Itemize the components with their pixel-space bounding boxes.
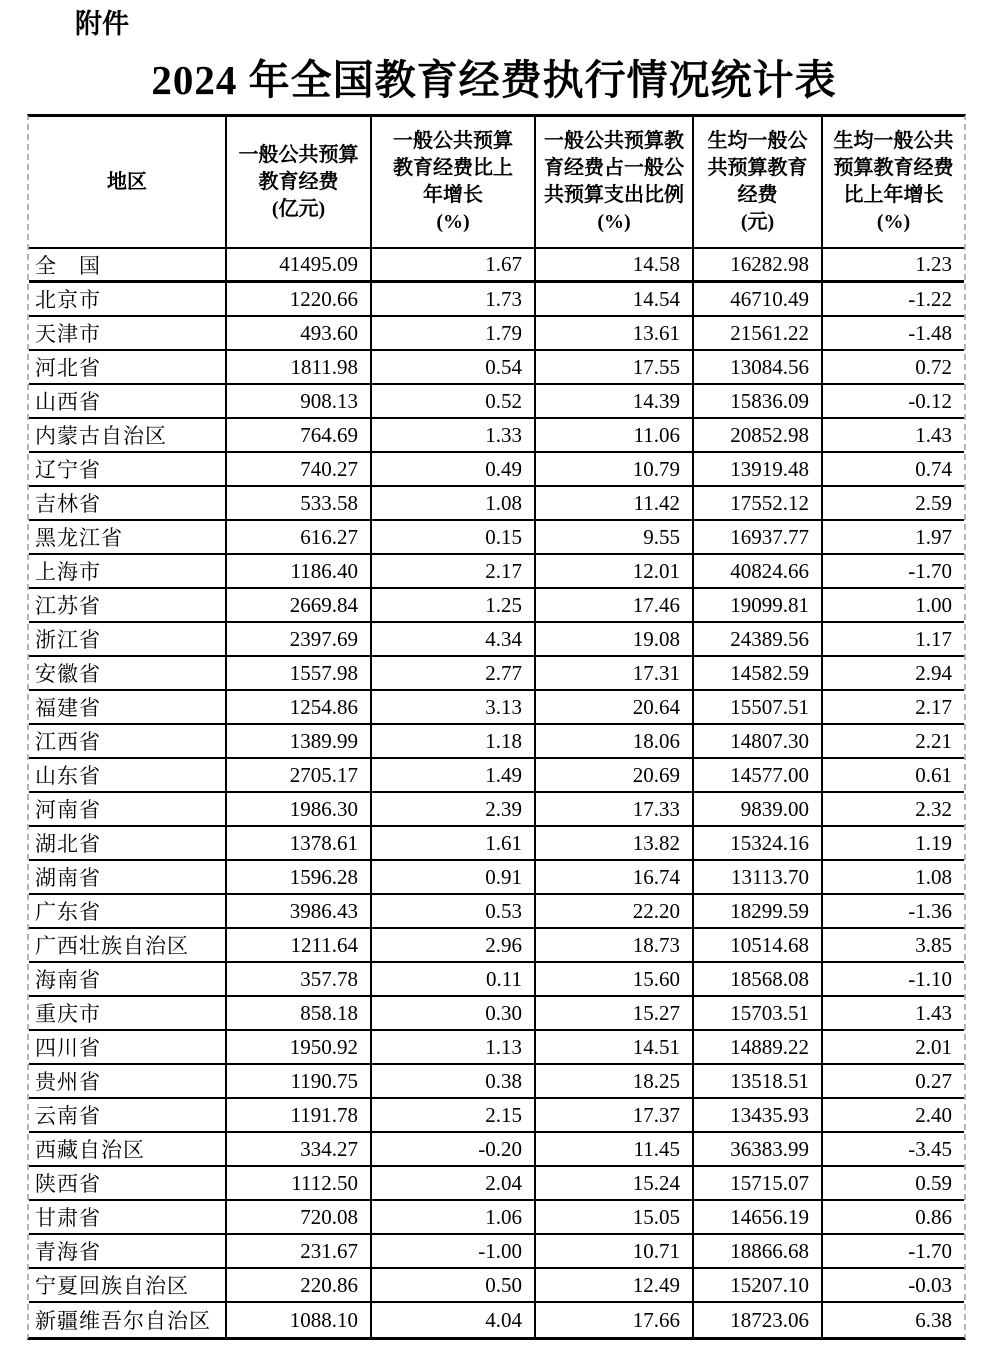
value-cell: 17552.12: [694, 487, 823, 521]
value-cell: 10.71: [536, 1235, 694, 1269]
value-cell: 9839.00: [694, 793, 823, 827]
value-cell: 17.33: [536, 793, 694, 827]
value-cell: 2.04: [372, 1167, 536, 1201]
value-cell: 14889.22: [694, 1031, 823, 1065]
value-cell: 13113.70: [694, 861, 823, 895]
value-cell: 1596.28: [227, 861, 372, 895]
value-cell: 1112.50: [227, 1167, 372, 1201]
table-row: [29, 419, 964, 453]
value-cell: 15.05: [536, 1201, 694, 1235]
table-row: [29, 827, 964, 861]
value-cell: 0.38: [372, 1065, 536, 1099]
value-cell: 2669.84: [227, 589, 372, 623]
value-cell: 0.59: [823, 1167, 964, 1201]
value-cell: 1.79: [372, 317, 536, 351]
column-header-line: (%): [876, 211, 911, 233]
region-cell: 重庆市: [29, 997, 227, 1031]
region-cell: 甘肃省: [29, 1201, 227, 1235]
value-cell: 1211.64: [227, 929, 372, 963]
value-cell: 1.43: [823, 419, 964, 453]
region-cell: 广东省: [29, 895, 227, 929]
table-row: [29, 759, 964, 793]
value-cell: -3.45: [823, 1133, 964, 1167]
attachment-label: 附件: [75, 9, 129, 40]
value-cell: 1.08: [823, 861, 964, 895]
region-cell: 海南省: [29, 963, 227, 997]
value-cell: 1.43: [823, 997, 964, 1031]
table-row: [29, 317, 964, 351]
region-cell: 山东省: [29, 759, 227, 793]
region-cell: 山西省: [29, 385, 227, 419]
region-cell: 吉林省: [29, 487, 227, 521]
value-cell: 2705.17: [227, 759, 372, 793]
value-cell: 0.30: [372, 997, 536, 1031]
value-cell: 17.46: [536, 589, 694, 623]
value-cell: 19.08: [536, 623, 694, 657]
value-cell: 1.18: [372, 725, 536, 759]
value-cell: 16937.77: [694, 521, 823, 555]
value-cell: 4.04: [372, 1303, 536, 1337]
value-cell: 1.67: [372, 249, 536, 283]
value-cell: 12.49: [536, 1269, 694, 1303]
value-cell: 1.19: [823, 827, 964, 861]
value-cell: 0.61: [823, 759, 964, 793]
value-cell: 1191.78: [227, 1099, 372, 1133]
column-header-region: [29, 117, 227, 249]
region-cell: 浙江省: [29, 623, 227, 657]
value-cell: -0.12: [823, 385, 964, 419]
value-cell: 334.27: [227, 1133, 372, 1167]
table-row: [29, 249, 964, 283]
value-cell: 11.42: [536, 487, 694, 521]
table-row: [29, 385, 964, 419]
value-cell: 2.17: [372, 555, 536, 589]
column-header-line: 生均一般公: [707, 130, 808, 152]
value-cell: 12.01: [536, 555, 694, 589]
value-cell: 3986.43: [227, 895, 372, 929]
table-row: [29, 861, 964, 895]
table-row: [29, 929, 964, 963]
region-cell: 河南省: [29, 793, 227, 827]
table-row: [29, 1065, 964, 1099]
column-header-line: 生均一般公共: [833, 130, 954, 152]
value-cell: 0.27: [823, 1065, 964, 1099]
value-cell: 858.18: [227, 997, 372, 1031]
table-row: [29, 453, 964, 487]
value-cell: 13919.48: [694, 453, 823, 487]
column-header-line: 经费: [737, 184, 778, 206]
region-cell: 河北省: [29, 351, 227, 385]
value-cell: 18.06: [536, 725, 694, 759]
value-cell: 11.45: [536, 1133, 694, 1167]
value-cell: -1.10: [823, 963, 964, 997]
table-row: [29, 1133, 964, 1167]
region-cell: 四川省: [29, 1031, 227, 1065]
column-header-line: (%): [597, 211, 631, 233]
value-cell: 1.13: [372, 1031, 536, 1065]
table-row: [29, 1201, 964, 1235]
region-cell: 湖南省: [29, 861, 227, 895]
value-cell: 18299.59: [694, 895, 823, 929]
value-cell: 1220.66: [227, 283, 372, 317]
value-cell: 13.82: [536, 827, 694, 861]
value-cell: 14.39: [536, 385, 694, 419]
value-cell: 1.00: [823, 589, 964, 623]
value-cell: 6.38: [915, 1307, 952, 1332]
table-row: [29, 1167, 964, 1201]
value-cell: 2.32: [823, 793, 964, 827]
value-cell: 1254.86: [227, 691, 372, 725]
value-cell: 14.51: [536, 1031, 694, 1065]
value-cell: 1.61: [372, 827, 536, 861]
value-cell: 0.53: [372, 895, 536, 929]
region-cell: 青海省: [29, 1235, 227, 1269]
value-cell: 40824.66: [694, 555, 823, 589]
value-cell: 4.34: [372, 623, 536, 657]
table-row: [29, 283, 964, 317]
value-cell: 908.13: [227, 385, 372, 419]
table-row: [29, 963, 964, 997]
value-cell: 1.25: [372, 589, 536, 623]
value-cell: 0.86: [823, 1201, 964, 1235]
value-cell: 1186.40: [227, 555, 372, 589]
region-cell: 北京市: [29, 283, 227, 317]
column-header-line: 共预算教育: [707, 157, 808, 179]
value-cell: -1.70: [823, 1235, 964, 1269]
region-cell: 湖北省: [29, 827, 227, 861]
value-cell: 15207.10: [694, 1269, 823, 1303]
column-header-line: (亿元): [271, 197, 326, 220]
value-cell: 24389.56: [694, 623, 823, 657]
table-row: [29, 1031, 964, 1065]
value-cell: 1.97: [823, 521, 964, 555]
value-cell: 13518.51: [694, 1065, 823, 1099]
column-header-line: 一般公共预算: [238, 143, 359, 166]
value-cell: -1.00: [372, 1235, 536, 1269]
region-cell: 黑龙江省: [29, 521, 227, 555]
value-cell: -1.36: [823, 895, 964, 929]
value-cell: -1.70: [823, 555, 964, 589]
value-cell: 15703.51: [694, 997, 823, 1031]
region-cell: 西藏自治区: [29, 1133, 227, 1167]
value-cell: 14656.19: [694, 1201, 823, 1235]
column-header-line: 年增长: [423, 184, 483, 206]
table-body: [29, 249, 964, 1337]
table-row: [29, 895, 964, 929]
value-cell: 0.11: [372, 963, 536, 997]
value-cell: 16282.98: [694, 249, 823, 283]
table-row: [29, 793, 964, 827]
value-cell: 1088.10: [227, 1303, 372, 1337]
value-cell: 20.64: [536, 691, 694, 725]
value-cell: 19099.81: [694, 589, 823, 623]
column-header-line: 一般公共预算教: [544, 130, 684, 152]
value-cell: 9.55: [536, 521, 694, 555]
value-cell: -1.48: [823, 317, 964, 351]
value-cell: 0.91: [372, 861, 536, 895]
column-header-line: 地区: [107, 170, 147, 193]
table-row: [29, 1099, 964, 1133]
table-row: [29, 351, 964, 385]
value-cell: 20.69: [536, 759, 694, 793]
region-cell: 宁夏回族自治区: [29, 1269, 227, 1303]
value-cell: 17.55: [536, 351, 694, 385]
value-cell: 14582.59: [694, 657, 823, 691]
value-cell: 18.73: [536, 929, 694, 963]
value-cell: 2397.69: [227, 623, 372, 657]
value-cell: 533.58: [227, 487, 372, 521]
value-cell: 21561.22: [694, 317, 823, 351]
region-cell: 辽宁省: [29, 453, 227, 487]
value-cell: 2.96: [372, 929, 536, 963]
value-cell: 20852.98: [694, 419, 823, 453]
value-cell: 14.54: [536, 283, 694, 317]
value-cell: 1557.98: [227, 657, 372, 691]
value-cell: 493.60: [227, 317, 372, 351]
value-cell: 764.69: [227, 419, 372, 453]
region-cell: 上海市: [29, 555, 227, 589]
value-cell: 17.37: [536, 1099, 694, 1133]
value-cell: 2.39: [372, 793, 536, 827]
value-cell: 2.15: [372, 1099, 536, 1133]
table-row: [29, 1269, 964, 1303]
value-cell: 18.25: [536, 1065, 694, 1099]
table-row: [29, 589, 964, 623]
value-cell: 616.27: [227, 521, 372, 555]
value-cell: 13084.56: [694, 351, 823, 385]
value-cell: 15507.51: [694, 691, 823, 725]
value-cell: 1378.61: [227, 827, 372, 861]
region-cell: 云南省: [29, 1099, 227, 1133]
column-header-line: 预算教育经费: [833, 157, 954, 179]
value-cell: 0.50: [372, 1269, 536, 1303]
region-cell: 福建省: [29, 691, 227, 725]
table-row: [29, 691, 964, 725]
value-cell: 2.77: [372, 657, 536, 691]
value-cell: 231.67: [227, 1235, 372, 1269]
region-cell: 陕西省: [29, 1167, 227, 1201]
value-cell: 0.15: [372, 521, 536, 555]
table-row: [29, 623, 964, 657]
value-cell: 2.59: [823, 487, 964, 521]
table-row: [29, 1303, 964, 1337]
education-funding-table: [27, 114, 966, 1340]
column-header-line: 比上年增长: [843, 184, 944, 206]
region-cell: 内蒙古自治区: [29, 419, 227, 453]
column-header-budget-funds: [227, 117, 372, 249]
value-cell: 0.52: [372, 385, 536, 419]
table-row: [29, 487, 964, 521]
value-cell: 16.74: [536, 861, 694, 895]
table-row: [29, 725, 964, 759]
region-cell: 天津市: [29, 317, 227, 351]
table-row: [29, 657, 964, 691]
value-cell: 15715.07: [694, 1167, 823, 1201]
value-cell: 10514.68: [694, 929, 823, 963]
value-cell: 11.06: [536, 419, 694, 453]
value-cell: 17.66: [536, 1303, 694, 1337]
value-cell: 13435.93: [694, 1099, 823, 1133]
value-cell: 2.17: [823, 691, 964, 725]
column-header-line: 共预算支出比例: [544, 184, 684, 206]
value-cell: -0.03: [823, 1269, 964, 1303]
column-header-line: 一般公共预算: [393, 130, 513, 152]
region-cell: 新疆维吾尔自治区: [29, 1303, 227, 1337]
table-row: [29, 521, 964, 555]
value-cell: 15.27: [536, 997, 694, 1031]
value-cell: 2.21: [823, 725, 964, 759]
region-cell: 安徽省: [29, 657, 227, 691]
value-cell: 15.60: [536, 963, 694, 997]
value-cell: 1389.99: [227, 725, 372, 759]
value-cell: -0.20: [372, 1133, 536, 1167]
region-cell: 广西壮族自治区: [29, 929, 227, 963]
column-header-budget-funds-growth: [372, 117, 536, 249]
column-header-budget-share: [536, 117, 694, 249]
region-cell: 江西省: [29, 725, 227, 759]
value-cell: 14.58: [536, 249, 694, 283]
value-cell: 18723.06: [694, 1303, 823, 1337]
value-cell: 14807.30: [694, 725, 823, 759]
value-cell: 1950.92: [227, 1031, 372, 1065]
value-cell: 1.17: [823, 623, 964, 657]
value-cell: -1.22: [823, 283, 964, 317]
value-cell: 1.49: [372, 759, 536, 793]
column-header-per-student-growth: [823, 117, 964, 249]
value-cell: 14577.00: [694, 759, 823, 793]
value-cell: 0.49: [372, 453, 536, 487]
value-cell: 1.23: [823, 249, 964, 283]
value-cell: 1811.98: [227, 351, 372, 385]
value-cell: 1.33: [372, 419, 536, 453]
table-row: [29, 997, 964, 1031]
value-cell: 46710.49: [694, 283, 823, 317]
value-cell: 0.54: [372, 351, 536, 385]
table-row: [29, 555, 964, 589]
value-cell: 1.08: [372, 487, 536, 521]
region-cell: 贵州省: [29, 1065, 227, 1099]
value-cell: 720.08: [227, 1201, 372, 1235]
value-cell: 740.27: [227, 453, 372, 487]
value-cell: 3.13: [372, 691, 536, 725]
value-cell: 17.31: [536, 657, 694, 691]
value-cell: 1.73: [372, 283, 536, 317]
value-cell: 10.79: [536, 453, 694, 487]
value-cell: 15836.09: [694, 385, 823, 419]
header-row: [29, 117, 964, 249]
value-cell: 15324.16: [694, 827, 823, 861]
value-cell: 3.85: [823, 929, 964, 963]
page-title: 2024 年全国教育经费执行情况统计表: [151, 57, 837, 103]
value-cell: 0.72: [823, 351, 964, 385]
value-cell: 1190.75: [227, 1065, 372, 1099]
value-cell: 22.20: [536, 895, 694, 929]
region-cell: 全 国: [29, 249, 227, 283]
value-cell: 357.78: [227, 963, 372, 997]
value-cell: 15.24: [536, 1167, 694, 1201]
column-header-line: (元): [740, 211, 775, 233]
column-header-line: 教育经费比上: [393, 157, 513, 179]
value-cell: 13.61: [536, 317, 694, 351]
value-cell: 220.86: [227, 1269, 372, 1303]
column-header-line: 育经费占一般公: [544, 157, 684, 179]
column-header-per-student-funds: [694, 117, 823, 249]
value-cell: 2.01: [823, 1031, 964, 1065]
value-cell: 2.40: [823, 1099, 964, 1133]
table-row: [29, 1235, 964, 1269]
value-cell: 0.74: [823, 453, 964, 487]
value-cell: 41495.09: [227, 249, 372, 283]
value-cell: 1.06: [372, 1201, 536, 1235]
value-cell: 36383.99: [694, 1133, 823, 1167]
value-cell: 1986.30: [227, 793, 372, 827]
value-cell: 18568.08: [694, 963, 823, 997]
table-header: [29, 117, 964, 249]
value-cell: 2.94: [823, 657, 964, 691]
column-header-line: (%): [436, 211, 470, 233]
region-cell: 江苏省: [29, 589, 227, 623]
column-header-line: 教育经费: [258, 170, 339, 193]
value-cell: 18866.68: [694, 1235, 823, 1269]
